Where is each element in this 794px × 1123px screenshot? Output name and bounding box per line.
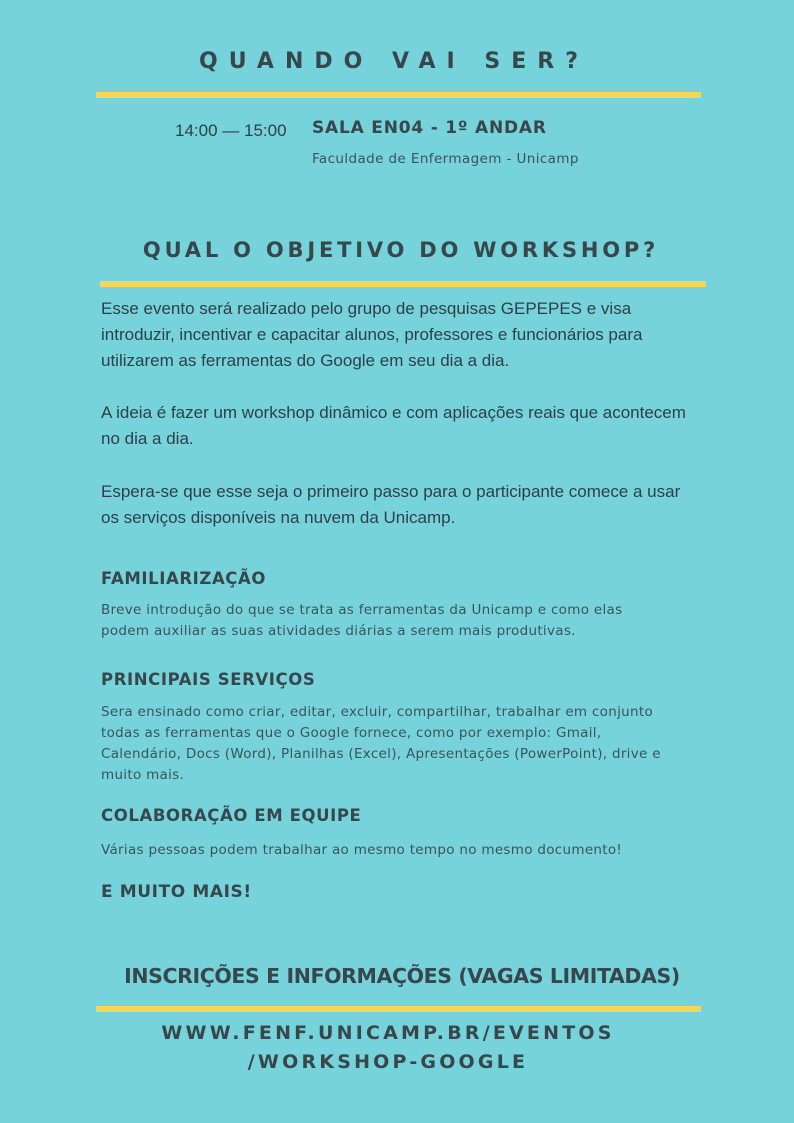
- section-colaboracao-title: COLABORAÇÃO EM EQUIPE: [101, 806, 362, 825]
- objective-divider: [100, 281, 706, 287]
- section-servicos-title: PRINCIPAIS SERVIÇOS: [101, 670, 316, 689]
- signup-url-line-1[interactable]: WWW.FENF.UNICAMP.BR/EVENTOS: [161, 1022, 615, 1044]
- signup-divider: [96, 1006, 701, 1012]
- section-colaboracao-text: Várias pessoas podem trabalhar ao mesmo tempo no mesmo documento!: [101, 842, 623, 858]
- section-servicos-text: Sera ensinado como criar, editar, excluir, compartilhar, trabalhar em conjunto todas as ferramentas que o Google fornece, como por exemplo: Gmail, Calendário, Docs (Word), Planilhas (Excel), Apresentações (PowerPoint), drive e muito mais.: [101, 704, 661, 783]
- signup-url-line-2[interactable]: /WORKSHOP-GOOGLE: [247, 1051, 529, 1073]
- objective-heading: QUAL O OBJETIVO DO WORKSHOP?: [142, 238, 660, 262]
- event-location: Faculdade de Enfermagem - Unicamp: [312, 151, 579, 167]
- section-familiarizacao-text: Breve introdução do que se trata as ferramentas da Unicamp e como elas podem auxiliar as suas atividades diárias a serem mais produtivas.: [101, 602, 623, 639]
- event-time: 14:00 — 15:00: [175, 121, 287, 140]
- signup-heading: INSCRIÇÕES E INFORMAÇÕES (VAGAS LIMITADAS): [124, 964, 680, 988]
- objective-paragraph-2: A ideia é fazer um workshop dinâmico e com aplicações reais que acontecem no dia a dia.: [101, 403, 686, 448]
- when-divider: [96, 92, 701, 98]
- when-heading: QUANDO VAI SER?: [199, 49, 589, 74]
- objective-paragraph-3: Espera-se que esse seja o primeiro passo para o participante comece a usar os serviços disponíveis na nuvem da Unicamp.: [101, 482, 681, 527]
- more-text: E MUITO MAIS!: [101, 882, 252, 902]
- event-room: SALA EN04 - 1º ANDAR: [312, 118, 547, 138]
- objective-paragraph-1: Esse evento será realizado pelo grupo de pesquisas GEPEPES e visa introduzir, incentivar e capacitar alunos, professores e funcionários para utilizarem as ferramentas do Google em seu dia a dia.: [101, 299, 643, 370]
- section-familiarizacao-title: FAMILIARIZAÇÃO: [101, 569, 267, 588]
